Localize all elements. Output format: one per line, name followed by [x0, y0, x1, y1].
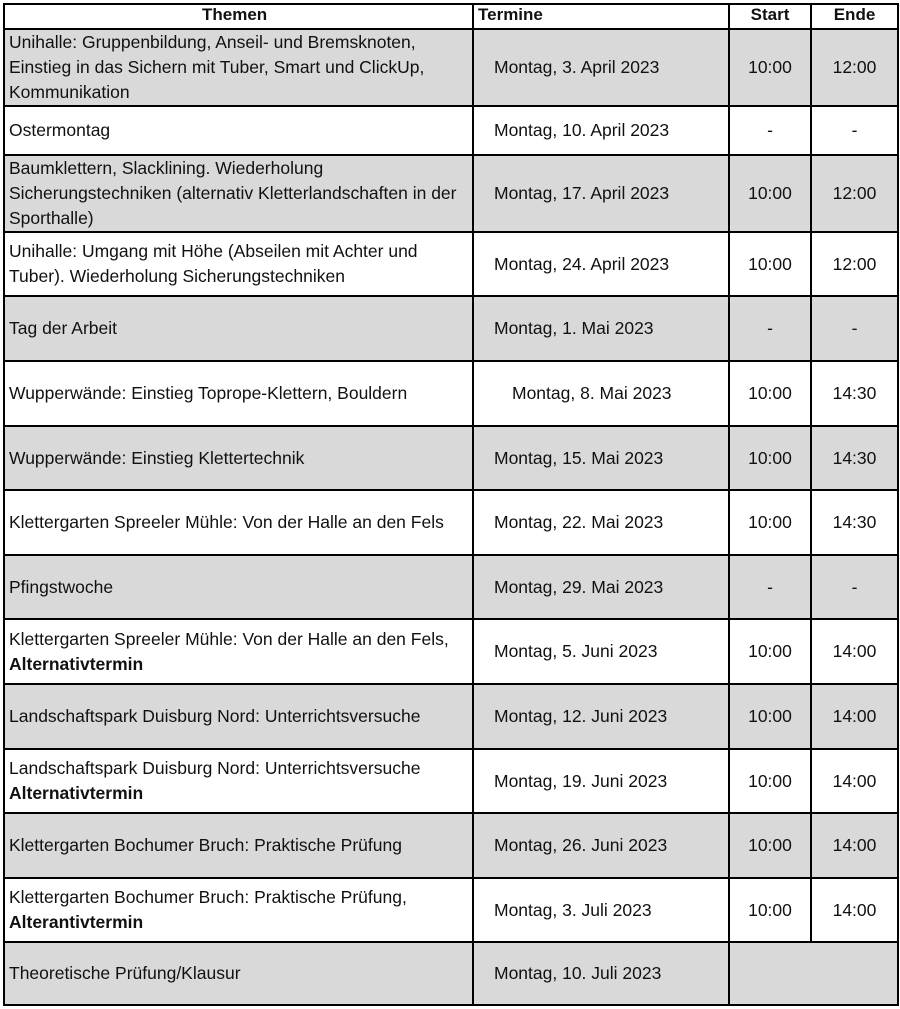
date-cell: Montag, 19. Juni 2023 — [473, 749, 729, 813]
topic-cell — [4, 878, 473, 942]
end-cell: - — [811, 555, 898, 619]
topic-cell — [4, 942, 473, 1005]
topic-text: Pfingstwoche — [9, 576, 114, 597]
topic-text: Klettergarten Spreeler Mühle: Von der Halle an den Fels, — [9, 628, 449, 649]
start-cell: 10:00 — [729, 426, 811, 490]
date-cell: Montag, 8. Mai 2023 — [473, 361, 729, 426]
date-cell: Montag, 3. Juli 2023 — [473, 878, 729, 942]
header-start: Start — [729, 4, 811, 29]
start-cell: - — [729, 106, 811, 155]
date-cell: Montag, 1. Mai 2023 — [473, 296, 729, 361]
topic-cell — [4, 555, 473, 619]
topic-text: Wupperwände: Einstieg Klettertechnik — [9, 447, 305, 468]
start-cell: 10:00 — [729, 232, 811, 296]
end-cell: - — [811, 106, 898, 155]
topic-cell — [4, 619, 473, 684]
topic-text: Baumklettern, Slacklining. Wiederholung Sicherungstechniken (alternativ Kletterlandschaften in der Sporthalle) — [9, 158, 457, 228]
date-cell: Montag, 24. April 2023 — [473, 232, 729, 296]
topic-cell — [4, 106, 473, 155]
date-cell: Montag, 22. Mai 2023 — [473, 490, 729, 555]
date-cell: Montag, 15. Mai 2023 — [473, 426, 729, 490]
topic-cell — [4, 232, 473, 296]
topic-text: Landschaftspark Duisburg Nord: Unterrichtsversuche — [9, 706, 421, 726]
date-cell: Montag, 26. Juni 2023 — [473, 813, 729, 878]
topic-bold-note: Alterantivtermin — [9, 912, 144, 932]
topic-text: Theoretische Prüfung/Klausur — [9, 963, 241, 983]
table-row — [4, 490, 898, 555]
table-row — [4, 942, 898, 1005]
end-cell: 14:30 — [811, 426, 898, 490]
table-row — [4, 684, 898, 749]
end-cell: 14:30 — [811, 490, 898, 555]
date-cell: Montag, 12. Juni 2023 — [473, 684, 729, 749]
end-cell: 14:00 — [811, 878, 898, 942]
table-row — [4, 749, 898, 813]
start-cell: 10:00 — [729, 619, 811, 684]
table-row — [4, 296, 898, 361]
date-cell: Montag, 3. April 2023 — [473, 29, 729, 106]
date-cell: Montag, 17. April 2023 — [473, 155, 729, 232]
start-cell: - — [729, 555, 811, 619]
table-row — [4, 813, 898, 878]
start-cell: 10:00 — [729, 749, 811, 813]
end-cell: 12:00 — [811, 155, 898, 232]
table-row — [4, 361, 898, 426]
date-cell: Montag, 5. Juni 2023 — [473, 619, 729, 684]
start-cell: 10:00 — [729, 684, 811, 749]
topic-cell — [4, 426, 473, 490]
topic-text: Landschaftspark Duisburg Nord: Unterrichtsversuche — [9, 758, 421, 778]
schedule-table — [3, 3, 899, 1006]
table-row — [4, 426, 898, 490]
end-cell: 14:00 — [811, 619, 898, 684]
start-cell: 10:00 — [729, 29, 811, 106]
end-cell: - — [811, 296, 898, 361]
topic-text: Klettergarten Bochumer Bruch: Praktische Prüfung, — [9, 887, 407, 907]
date-cell: Montag, 10. April 2023 — [473, 106, 729, 155]
empty-time-cell — [729, 942, 898, 1005]
table-row — [4, 29, 898, 106]
end-cell: 12:00 — [811, 29, 898, 106]
table-row — [4, 106, 898, 155]
table-row — [4, 619, 898, 684]
table-row — [4, 555, 898, 619]
topic-bold-note: Alternativtermin — [9, 653, 144, 674]
topic-cell — [4, 490, 473, 555]
start-cell: 10:00 — [729, 155, 811, 232]
date-cell: Montag, 10. Juli 2023 — [473, 942, 729, 1005]
header-date: Termine — [473, 4, 729, 29]
topic-cell — [4, 813, 473, 878]
end-cell: 14:00 — [811, 813, 898, 878]
topic-cell — [4, 155, 473, 232]
end-cell: 14:00 — [811, 749, 898, 813]
start-cell: 10:00 — [729, 878, 811, 942]
end-cell: 14:30 — [811, 361, 898, 426]
start-cell: 10:00 — [729, 813, 811, 878]
table-row — [4, 155, 898, 232]
topic-text: Unihalle: Umgang mit Höhe (Abseilen mit Achter und Tuber). Wiederholung Sicherungstechniken — [9, 241, 418, 286]
start-cell: 10:00 — [729, 490, 811, 555]
topic-cell — [4, 749, 473, 813]
topic-text: Wupperwände: Einstieg Toprope-Klettern, Bouldern — [9, 383, 408, 403]
topic-text: Tag der Arbeit — [9, 318, 117, 338]
topic-bold-note: Alternativtermin — [9, 783, 144, 803]
topic-text: Unihalle: Gruppenbildung, Anseil- und Bremsknoten, Einstieg in das Sichern mit Tuber, Smart und ClickUp, Kommunikation — [9, 32, 425, 102]
topic-text: Ostermontag — [9, 120, 111, 140]
topic-cell — [4, 296, 473, 361]
topic-cell — [4, 684, 473, 749]
header-topic: Themen — [4, 4, 473, 29]
start-cell: 10:00 — [729, 361, 811, 426]
table-row — [4, 232, 898, 296]
header-row — [4, 4, 898, 29]
topic-cell — [4, 29, 473, 106]
start-cell: - — [729, 296, 811, 361]
end-cell: 14:00 — [811, 684, 898, 749]
end-cell: 12:00 — [811, 232, 898, 296]
topic-text: Klettergarten Bochumer Bruch: Praktische Prüfung — [9, 835, 402, 855]
date-cell: Montag, 29. Mai 2023 — [473, 555, 729, 619]
header-end: Ende — [811, 4, 898, 29]
topic-cell — [4, 361, 473, 426]
topic-text: Klettergarten Spreeler Mühle: Von der Halle an den Fels — [9, 512, 444, 532]
table-row — [4, 878, 898, 942]
